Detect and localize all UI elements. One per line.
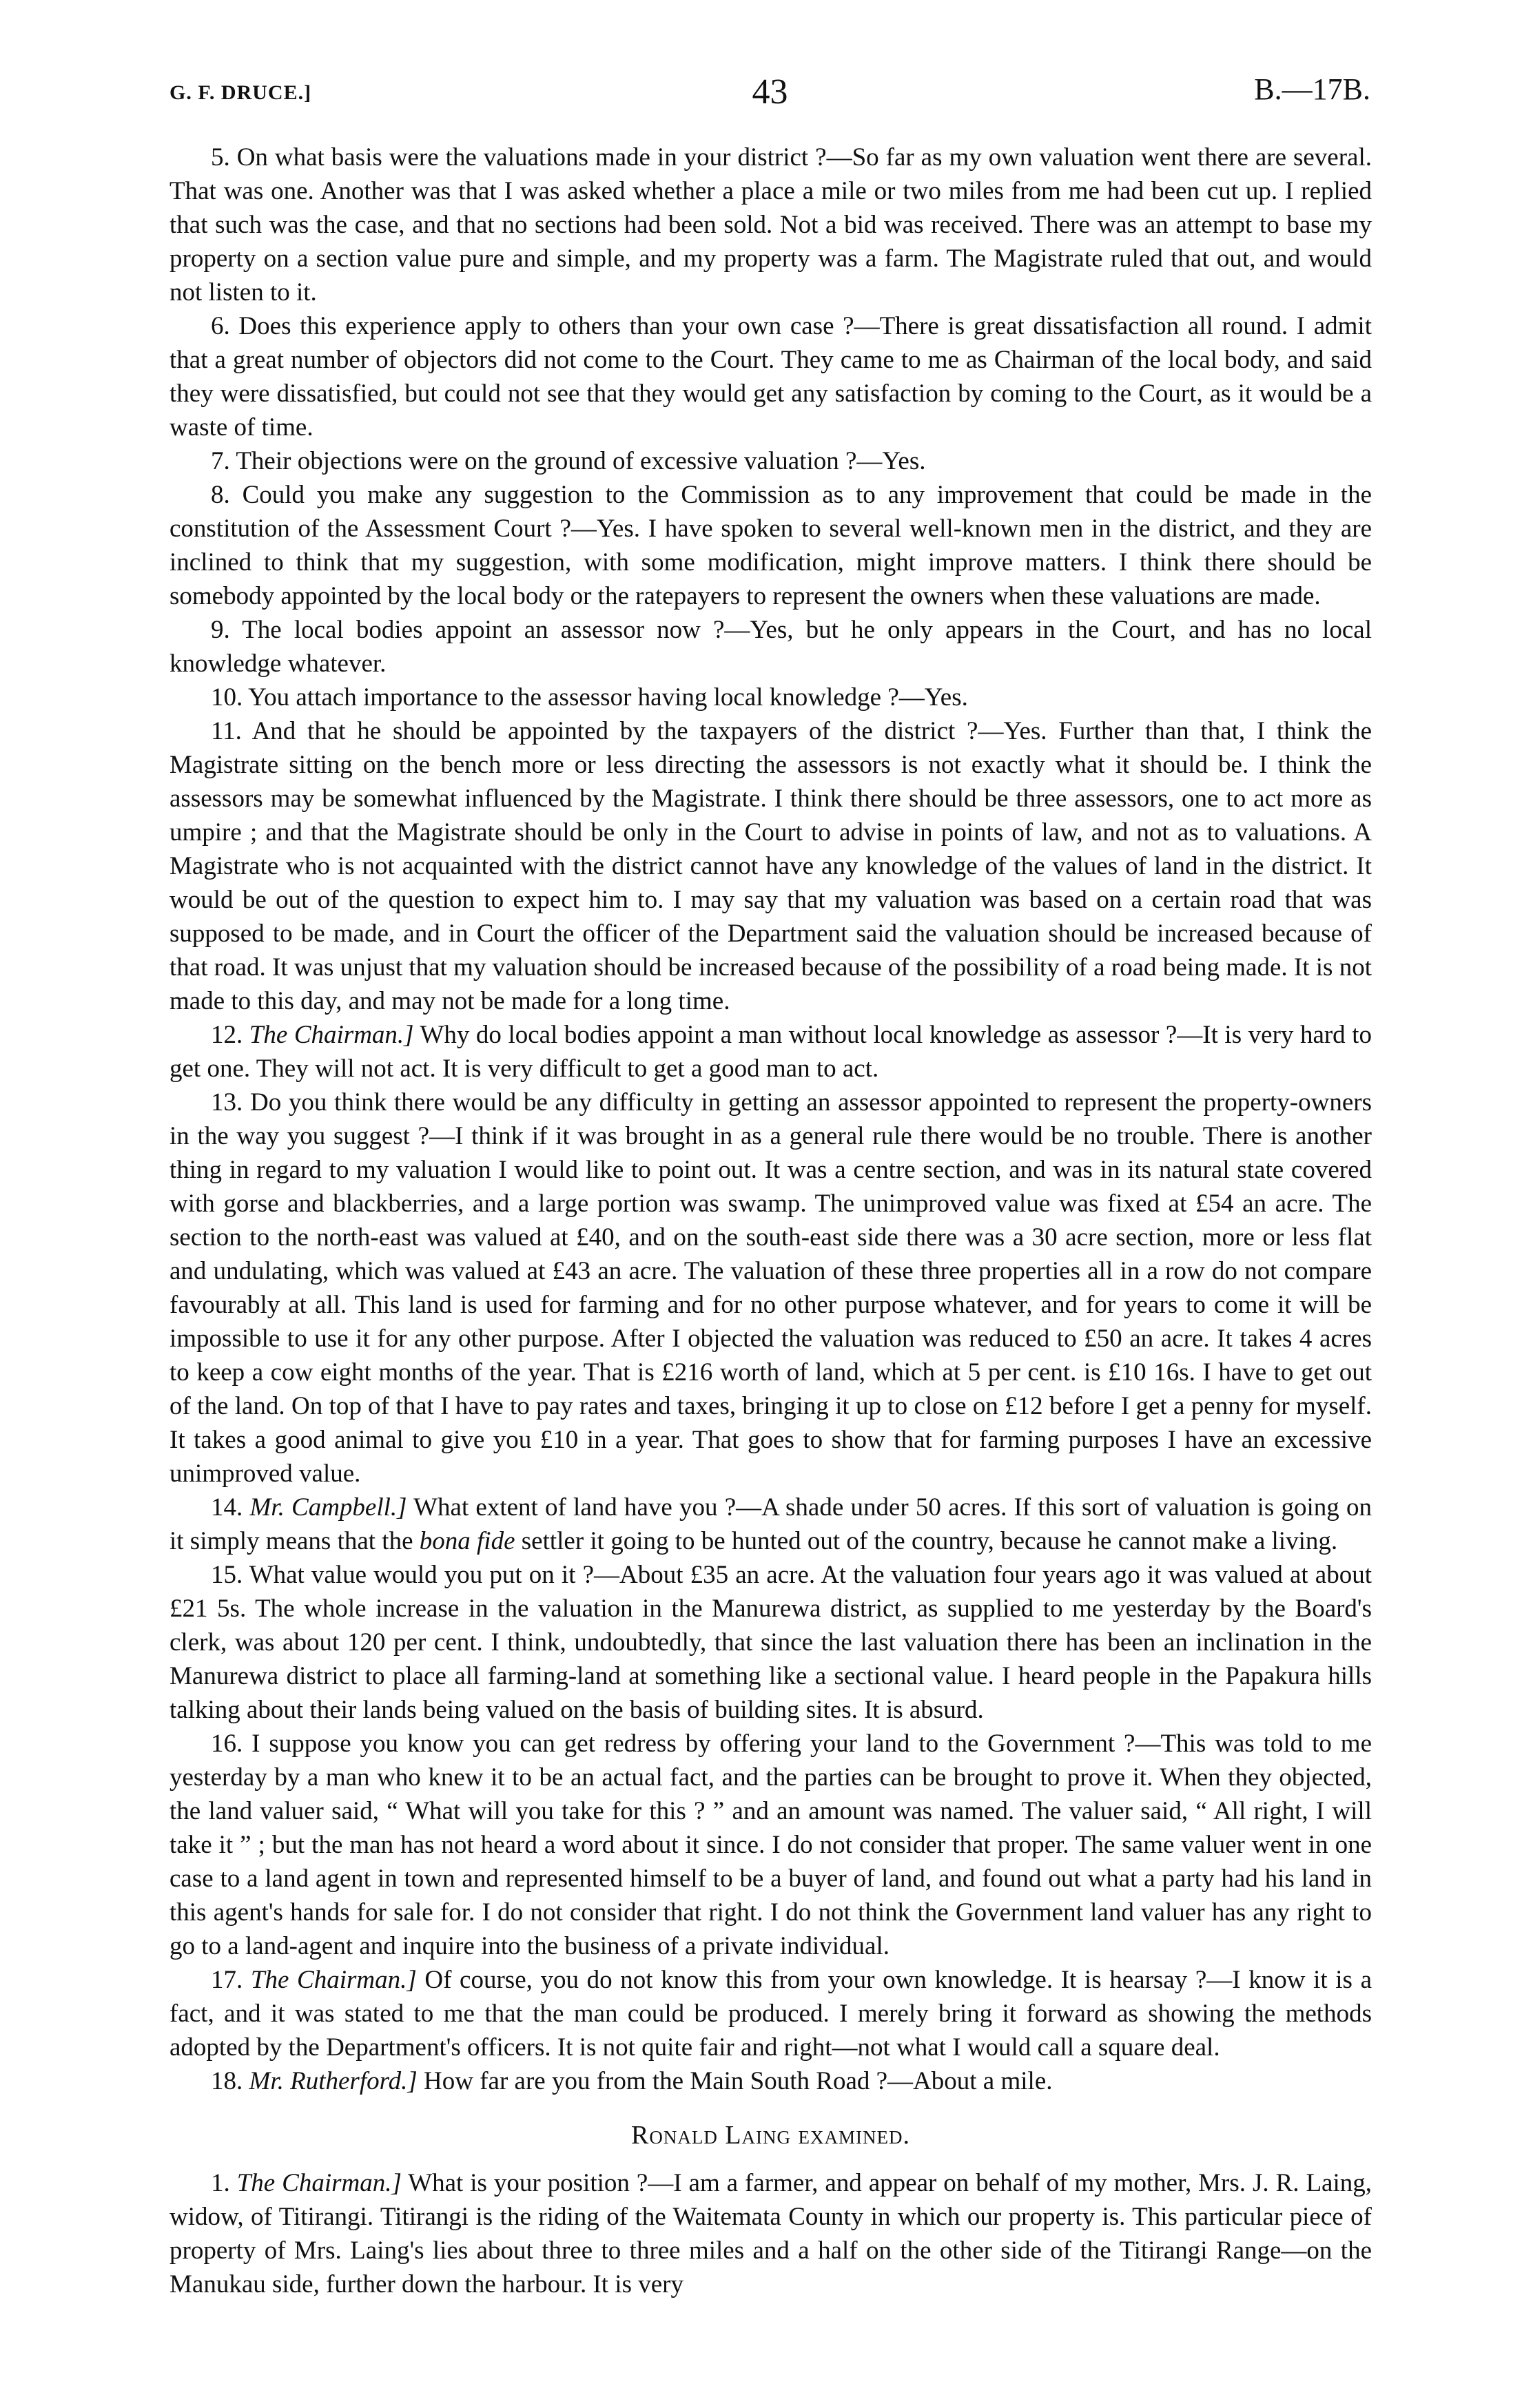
- paragraph-q14: [169, 1491, 1372, 1558]
- paragraph-text: How far are you from the Main South Road ?—About a mile.: [417, 2067, 1053, 2095]
- paragraph-text: Of course, you do not know this from your own knowledge. It is hearsay ?—I know it is a fact, and it was stated to me that the man could be produced. I merely bring it forward as showing the methods adopted by the Department's officers. It is not quite fair and right—not what I would call a square deal.: [169, 1966, 1372, 2062]
- paragraph-q12: [169, 1018, 1372, 1086]
- page-number: 43: [752, 72, 788, 112]
- question-number: 17.: [211, 1966, 243, 1994]
- witness-heading: Ronald Laing examined.: [630, 2121, 910, 2150]
- paragraph-q9: 9. The local bodies appoint an assessor now ?—Yes, but he only appears in the Court, and has no local knowledge whatever.: [169, 616, 1372, 678]
- paragraph-text: What is your position ?—I am a farmer, and appear on behalf of my mother, Mrs. J. R. Laing, widow, of Titirangi. Titirangi is the riding of the Waitemata County in which our property is. This particular piece of property of Mrs. Laing's lies about three to three miles and a half on the other side of the Titirangi Range—on the Manukau side, further down the harbour. It is very: [169, 2169, 1372, 2298]
- paragraph-q6: 6. Does this experience apply to others than your own case ?—There is great dissatisfaction all round. I admit that a great number of objectors did not come to the Court. They came to me as Chairman of the local body, and said they were dissatisfied, but could not see that they would get any satisfaction by coming to the Court, as it would be a waste of time.: [169, 312, 1372, 442]
- question-number: 12.: [211, 1021, 243, 1049]
- paragraph-q17: [169, 1963, 1372, 2064]
- paragraph-q16: 16. I suppose you know you can get redress by offering your land to the Government ?—This was told to me yesterday by a man who knew it to be an actual fact, and the parties can be brought to prove it. When they objected, the land valuer said, “ What will you take for this ? ” and an amount was named. The valuer said, “ All right, I will take it ” ; but the man has not heard a word about it since. I do not consider that proper. The same valuer went in one case to a land agent in town and represented himself to be a buyer of land, and found out what a party had his land in this agent's hands for sale for. I do not consider that right. I do not think the Government land valuer has any right to go to a land-agent and inquire into the business of a private individual.: [169, 1730, 1372, 1960]
- paragraph-q8: 8. Could you make any suggestion to the Commission as to any improvement that could be made in the constitution of the Assessment Court ?—Yes. I have spoken to several well-known men in the district, and they are inclined to think that my suggestion, with some modification, might improve matters. I think there should be somebody appointed by the local body or the ratepayers to represent the owners when these valuations are made.: [169, 481, 1372, 610]
- question-number: 18.: [211, 2067, 243, 2095]
- paragraph-text: Why do local bodies appoint a man without local knowledge as assessor ?—It is very hard to get one. They will not act. It is very difficult to get a good man to act.: [169, 1021, 1372, 1083]
- paragraph-q13: 13. Do you think there would be any difficulty in getting an assessor appointed to represent the property-owners in the way you suggest ?—I think if it was brought in as a general rule there would be no trouble. There is another thing in regard to my valuation I would like to point out. It was a centre section, and was in its natural state covered with gorse and blackberries, and a large portion was swamp. The unimproved value was fixed at £54 an acre. The section to the north-east was valued at £40, and on the south-east side there was a 30 acre section, more or less flat and undulating, which was valued at £43 an acre. The valuation of these three properties all in a row do not compare favourably at all. This land is used for farming and for no other purpose whatever, and for years to come it will be impossible to use it for any other purpose. After I objected the valuation was reduced to £50 an acre. It takes 4 acres to keep a cow eight months of the year. That is £216 worth of land, which at 5 per cent. is £10 16s. I have to get out of the land. On top of that I have to pay rates and taxes, bringing it up to close on £12 before I get a penny for myself. It takes a good animal to give you £10 in a year. That goes to show that for farming purposes I have an excessive unimproved value.: [169, 1088, 1372, 1488]
- paragraph-q7: 7. Their objections were on the ground of excessive valuation ?—Yes.: [211, 447, 926, 475]
- paragraph-text: What extent of land have you ?—A shade under 50 acres. If this sort of valuation is going on it simply means that the: [169, 1493, 1372, 1555]
- speaker-label: Mr. Rutherford.]: [249, 2067, 418, 2095]
- question-number: 1.: [211, 2169, 230, 2197]
- paragraph-text: settler it going to be hunted out of the country, because he cannot make a living.: [515, 1527, 1338, 1555]
- question-number: 14.: [211, 1493, 243, 1522]
- paragraph-laing-q1: [169, 2166, 1372, 2301]
- paragraph-q11: 11. And that he should be appointed by the taxpayers of the district ?—Yes. Further than that, I think the Magistrate sitting on the bench more or less directing the assessors is not exactly what it should be. I think the assessors may be somewhat influenced by the Magistrate. I think there should be three assessors, one to act more as umpire ; and that the Magistrate should be only in the Court to advise in points of law, and not as to valuations. A Magistrate who is not acquainted with the district cannot have any knowledge of the values of land in the district. It would be out of the question to expect him to. I may say that my valuation was based on a certain road that was supposed to be made, and in Court the officer of the Department said the valuation should be increased because of that road. It was unjust that my valuation should be increased because of the possibility of a road being made. It is not made to this day, and may not be made for a long time.: [169, 717, 1372, 1015]
- speaker-label: Mr. Campbell.]: [249, 1493, 407, 1522]
- paragraph-q5: 5. On what basis were the valuations made in your district ?—So far as my own valuation went there are several. That was one. Another was that I was asked whether a place a mile or two miles from me had been cut up. I replied that such was the case, and that no sections had been sold. Not a bid was received. There was an attempt to base my property on a section value pure and simple, and my property was a farm. The Magistrate ruled that out, and would not listen to it.: [169, 143, 1372, 307]
- document-body: [169, 141, 1372, 2301]
- speaker-label: The Chairman.]: [249, 1021, 414, 1049]
- paragraph-q18: [169, 2064, 1372, 2098]
- paragraph-q10: 10. You attach importance to the assessor having local knowledge ?—Yes.: [211, 683, 968, 712]
- speaker-label: The Chairman.]: [250, 1966, 417, 1994]
- header-witness-name: G. F. DRUCE.]: [169, 81, 312, 104]
- page-header: [169, 66, 1370, 128]
- speaker-label: The Chairman.]: [236, 2169, 402, 2197]
- italic-phrase: bona fide: [419, 1527, 515, 1555]
- paragraph-q15: 15. What value would you put on it ?—About £35 an acre. At the valuation four years ago it was valued at about £21 5s. The whole increase in the valuation in the Manurewa district, as supplied to me yesterday by the Board's clerk, was about 120 per cent. I think, undoubtedly, that since the last valuation there has been an inclination in the Manurewa district to place all farming-land at something like a sectional value. I heard people in the Papakura hills talking about their lands being valued on the basis of building sites. It is absurd.: [169, 1561, 1372, 1724]
- header-paper-ref: B.—17B.: [1254, 72, 1370, 106]
